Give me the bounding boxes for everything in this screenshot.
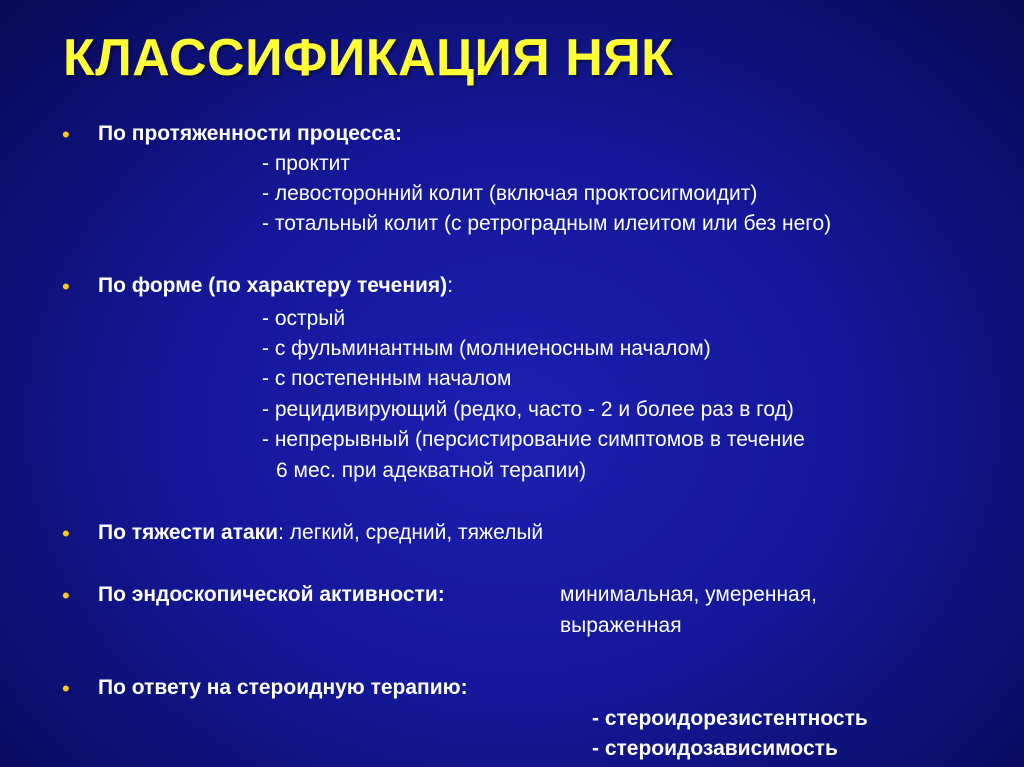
list-item: - стероидозависимость — [592, 737, 838, 760]
list-item: - тотальный колит (с ретроградным илеитом или без него) — [262, 212, 832, 235]
list-item-continuation: 6 мес. при адекватной терапии) — [276, 459, 587, 482]
list-item: - непрерывный (персистирование симптомов в течение — [262, 428, 805, 451]
section-value: минимальная, умеренная, — [560, 583, 817, 606]
section-heading: По протяженности процесса: — [98, 122, 402, 145]
list-item: - с фульминантным (молниеносным началом) — [262, 337, 711, 360]
list-item: - стероидорезистентность — [592, 707, 868, 730]
bullet-icon: • — [62, 122, 70, 147]
bullet-icon: • — [62, 274, 70, 299]
section-heading: По ответу на стероидную терапию: — [98, 676, 468, 699]
section-heading: По тяжести атаки — [98, 521, 279, 544]
list-item: - рецидивирующий (редко, часто - 2 и более раз в год) — [262, 398, 794, 421]
section-heading: По эндоскопической активности: — [98, 583, 445, 606]
list-item: - проктит — [262, 152, 350, 175]
bullet-icon: • — [62, 583, 70, 608]
slide-title: КЛАССИФИКАЦИЯ НЯК — [63, 29, 674, 87]
list-item: - с постепенным началом — [262, 367, 512, 390]
list-item: - острый — [262, 307, 346, 330]
bullet-icon: • — [62, 521, 70, 546]
section-heading-line — [98, 519, 543, 547]
section-heading-suffix: : легкий, средний, тяжелый — [278, 521, 544, 544]
section-heading: По форме (по характеру течения) — [98, 274, 448, 297]
section-heading-suffix: : — [447, 274, 454, 297]
list-item: - левосторонний колит (включая проктосигмоидит) — [262, 182, 758, 205]
bullet-icon: • — [62, 676, 70, 701]
section-value-continuation: выраженная — [560, 614, 682, 637]
section-heading-line — [98, 272, 453, 300]
